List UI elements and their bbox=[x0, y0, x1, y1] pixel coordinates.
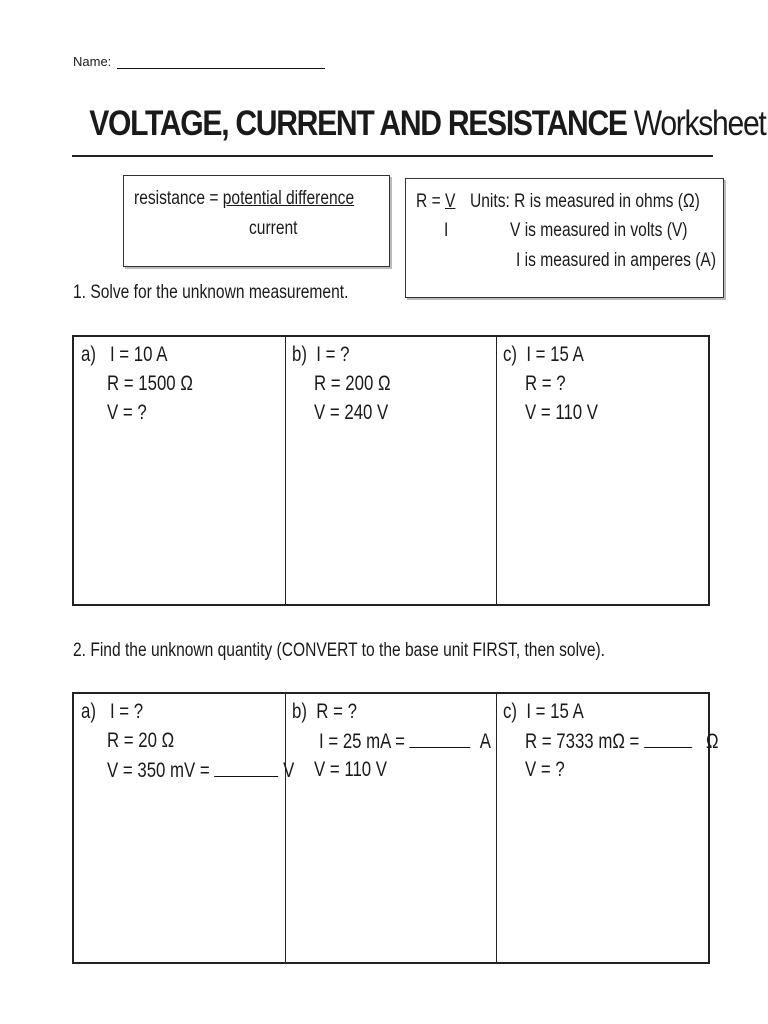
q2-part-c[interactable] bbox=[497, 694, 719, 962]
q2-part-b[interactable] bbox=[286, 694, 498, 962]
q2c-line-1: c) I = 15 A bbox=[503, 700, 585, 723]
title-divider bbox=[72, 155, 713, 157]
title-bold: VOLTAGE, CURRENT AND RESISTANCE bbox=[89, 104, 627, 143]
units-i-denominator: I bbox=[444, 220, 449, 241]
q1b-line-3: V = 240 V bbox=[313, 401, 388, 424]
units-line-2: V is measured in volts (V) bbox=[510, 220, 688, 241]
formula-box bbox=[123, 175, 390, 267]
units-box bbox=[405, 178, 724, 298]
question-1-prompt: 1. Solve for the unknown measurement. bbox=[73, 282, 349, 303]
units-line-1: Units: R is measured in ohms (Ω) bbox=[470, 191, 700, 212]
q1-part-c[interactable] bbox=[497, 337, 708, 604]
name-row bbox=[73, 54, 325, 69]
q2a-line-3: V = 350 mV = V bbox=[107, 759, 295, 782]
q1a-line-3: V = ? bbox=[107, 401, 147, 424]
formula-denominator: current bbox=[249, 218, 298, 239]
q2c-line-3: V = ? bbox=[525, 758, 566, 781]
q2a-answer-blank[interactable] bbox=[214, 758, 278, 777]
question-2-prompt: 2. Find the unknown quantity (CONVERT to the base unit FIRST, then solve). bbox=[73, 640, 606, 661]
page-title bbox=[72, 104, 766, 144]
q1a-line-2: R = 1500 Ω bbox=[107, 372, 193, 395]
q2b-line-2: I = 25 mA = A bbox=[318, 730, 491, 753]
formula-numerator: potential difference bbox=[222, 188, 355, 209]
q1a-line-1: a) I = 10 A bbox=[81, 343, 168, 366]
name-field[interactable] bbox=[117, 54, 325, 69]
q1c-line-2: R = ? bbox=[525, 372, 566, 395]
units-line-3: I is measured in amperes (A) bbox=[516, 250, 717, 271]
formula-numerator-line bbox=[134, 188, 354, 210]
q1-part-b[interactable] bbox=[286, 337, 498, 604]
q2-part-a[interactable] bbox=[74, 694, 295, 962]
units-r-eq: R = bbox=[416, 191, 446, 212]
q2c-answer-blank[interactable] bbox=[644, 729, 692, 748]
q2a-line-2: R = 20 Ω bbox=[107, 729, 175, 752]
q1b-line-2: R = 200 Ω bbox=[313, 372, 391, 395]
q2a-line-1: a) I = ? bbox=[81, 700, 144, 723]
units-v-numerator: V bbox=[445, 191, 456, 212]
q1c-line-3: V = 110 V bbox=[525, 401, 599, 424]
q2b-line-3: V = 110 V bbox=[313, 758, 387, 781]
q2c-line-2: R = 7333 mΩ = Ω bbox=[525, 730, 719, 753]
q2b-line-1: b) R = ? bbox=[291, 700, 357, 723]
q1c-line-1: c) I = 15 A bbox=[503, 343, 585, 366]
question-2-grid bbox=[72, 692, 719, 964]
question-1-grid bbox=[72, 335, 710, 606]
q1-part-a[interactable] bbox=[74, 337, 286, 604]
name-label: Name: bbox=[73, 54, 112, 69]
title-rest: Worksheet bbox=[633, 104, 766, 143]
q2b-answer-blank[interactable] bbox=[409, 729, 470, 748]
formula-lhs: resistance = bbox=[134, 188, 223, 209]
q1b-line-1: b) I = ? bbox=[291, 343, 350, 366]
units-formula-top bbox=[416, 191, 455, 213]
